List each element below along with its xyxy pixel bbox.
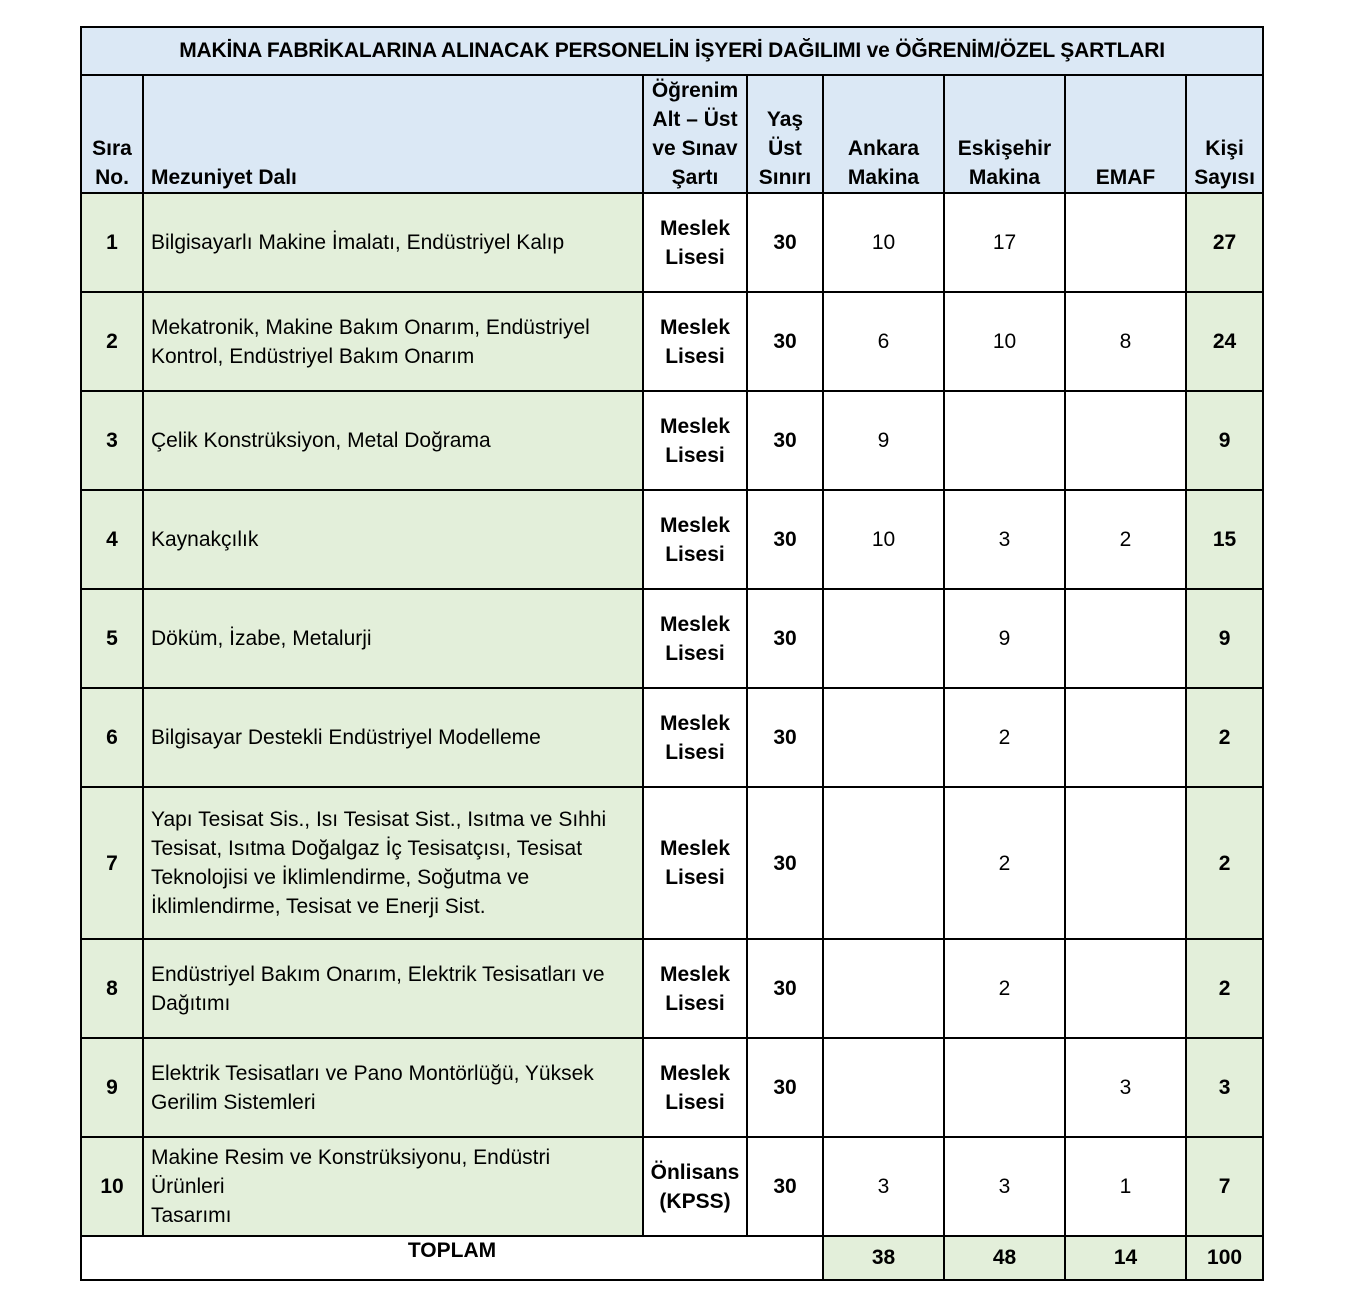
age-limit: 30	[747, 391, 823, 490]
cell-line: Meslek	[659, 612, 731, 636]
row-number: 9	[81, 1038, 143, 1137]
cell-line: Lisesi	[665, 1090, 725, 1114]
emaf-count	[1065, 391, 1186, 490]
person-count: 27	[1186, 193, 1263, 292]
graduation-field	[143, 787, 643, 939]
cell-line: Mekatronik, Makine Bakım Onarım, Endüstriyel	[151, 315, 590, 339]
cell-line: Meslek	[659, 513, 731, 537]
education-requirement	[643, 1137, 747, 1236]
cell-line: Lisesi	[665, 641, 725, 665]
graduation-field	[143, 1038, 643, 1137]
person-count: 9	[1186, 589, 1263, 688]
header-row	[81, 75, 1263, 193]
cell-line: (KPSS)	[659, 1189, 731, 1213]
graduation-field	[143, 292, 643, 391]
cell-line: Kaynakçılık	[151, 528, 259, 551]
header-total: Kişi Sayısı	[1186, 75, 1263, 193]
emaf-count	[1065, 939, 1186, 1038]
row-number: 8	[81, 939, 143, 1038]
education-requirement	[643, 1038, 747, 1137]
ankara-count: 10	[823, 193, 944, 292]
education-requirement	[643, 391, 747, 490]
cell-line: Dağıtımı	[151, 991, 231, 1015]
cell-line: Makine Resim ve Konstrüksiyonu, Endüstri Ürünleri	[151, 1146, 551, 1198]
total-emaf: 14	[1065, 1236, 1186, 1280]
graduation-field	[143, 490, 643, 589]
cell-line: İklimlendirme, Tesisat ve Enerji Sist.	[151, 895, 486, 918]
person-count: 3	[1186, 1038, 1263, 1137]
personnel-table	[80, 26, 1264, 1281]
row-number: 1	[81, 193, 143, 292]
age-limit: 30	[747, 292, 823, 391]
table-row	[81, 391, 1263, 490]
eskisehir-count	[944, 1038, 1065, 1137]
header-age: Yaş Üst Sınırı	[747, 75, 823, 193]
person-count: 2	[1186, 688, 1263, 787]
ankara-count	[823, 939, 944, 1038]
eskisehir-count: 2	[944, 939, 1065, 1038]
header-eskisehir: Eskişehir Makina	[944, 75, 1065, 193]
cell-line: Meslek	[659, 837, 731, 860]
education-requirement	[643, 688, 747, 787]
ankara-count	[823, 589, 944, 688]
table-row	[81, 292, 1263, 391]
graduation-field	[143, 1137, 643, 1236]
ankara-count: 3	[823, 1137, 944, 1236]
cell-line: Lisesi	[665, 344, 725, 368]
person-count: 2	[1186, 787, 1263, 939]
table-row	[81, 490, 1263, 589]
eskisehir-count	[944, 391, 1065, 490]
cell-line: Çelik Konstrüksiyon, Metal Doğrama	[151, 429, 491, 452]
education-requirement	[643, 292, 747, 391]
eskisehir-count: 9	[944, 589, 1065, 688]
age-limit: 30	[747, 589, 823, 688]
row-number: 6	[81, 688, 143, 787]
emaf-count: 2	[1065, 490, 1186, 589]
age-limit: 30	[747, 1137, 823, 1236]
person-count: 24	[1186, 292, 1263, 391]
cell-line: Lisesi	[665, 245, 725, 269]
person-count: 7	[1186, 1137, 1263, 1236]
ankara-count: 10	[823, 490, 944, 589]
row-number: 5	[81, 589, 143, 688]
totals-row	[81, 1236, 1263, 1280]
row-number: 7	[81, 787, 143, 939]
cell-line: Tasarımı	[151, 1204, 232, 1227]
education-requirement	[643, 193, 747, 292]
eskisehir-count: 17	[944, 193, 1065, 292]
emaf-count	[1065, 589, 1186, 688]
emaf-count	[1065, 787, 1186, 939]
education-requirement	[643, 939, 747, 1038]
header-no: Sıra No.	[81, 75, 143, 193]
cell-line: Meslek	[659, 315, 731, 339]
emaf-count	[1065, 193, 1186, 292]
ankara-count	[823, 1038, 944, 1137]
row-number: 2	[81, 292, 143, 391]
total-eskisehir: 48	[944, 1236, 1065, 1280]
eskisehir-count: 3	[944, 1137, 1065, 1236]
eskisehir-count: 2	[944, 688, 1065, 787]
cell-line: Önlisans	[650, 1160, 740, 1184]
table-row	[81, 1038, 1263, 1137]
age-limit: 30	[747, 490, 823, 589]
header-emaf: EMAF	[1065, 75, 1186, 193]
cell-line: Lisesi	[665, 542, 725, 566]
table-row	[81, 688, 1263, 787]
cell-line: Tesisat, Isıtma Doğalgaz İç Tesisatçısı, Tesisat	[151, 837, 583, 860]
cell-line: Meslek	[659, 216, 731, 240]
eskisehir-count: 2	[944, 787, 1065, 939]
table-title: MAKİNA FABRİKALARINA ALINACAK PERSONELİN İŞYERİ DAĞILIMI ve ÖĞRENİM/ÖZEL ŞARTLARI	[81, 27, 1263, 75]
emaf-count: 3	[1065, 1038, 1186, 1137]
age-limit: 30	[747, 787, 823, 939]
age-limit: 30	[747, 1038, 823, 1137]
row-number: 3	[81, 391, 143, 490]
education-requirement	[643, 787, 747, 939]
cell-line: Endüstriyel Bakım Onarım, Elektrik Tesisatları ve	[151, 962, 605, 986]
table-row	[81, 589, 1263, 688]
header-ankara: Ankara Makina	[823, 75, 944, 193]
cell-line: Gerilim Sistemleri	[151, 1090, 316, 1114]
total-ankara: 38	[823, 1236, 944, 1280]
table-row	[81, 787, 1263, 939]
cell-line: Meslek	[659, 962, 731, 986]
person-count: 9	[1186, 391, 1263, 490]
ankara-count	[823, 688, 944, 787]
graduation-field	[143, 589, 643, 688]
emaf-count	[1065, 688, 1186, 787]
graduation-field	[143, 688, 643, 787]
cell-line: Teknolojisi ve İklimlendirme, Soğutma ve	[151, 866, 530, 889]
cell-line: Lisesi	[665, 866, 725, 889]
cell-line: Kontrol, Endüstriyel Bakım Onarım	[151, 344, 475, 368]
cell-line: Bilgisayarlı Makine İmalatı, Endüstriyel Kalıp	[151, 231, 565, 254]
cell-line: Döküm, İzabe, Metalurji	[151, 627, 372, 650]
totals-label: TOPLAM	[81, 1236, 823, 1280]
graduation-field	[143, 939, 643, 1038]
total-persons: 100	[1186, 1236, 1263, 1280]
table-row	[81, 939, 1263, 1038]
header-education: Öğrenim Alt – Üst ve Sınav Şartı	[643, 75, 747, 193]
table-row	[81, 193, 1263, 292]
education-requirement	[643, 589, 747, 688]
emaf-count: 1	[1065, 1137, 1186, 1236]
ankara-count: 9	[823, 391, 944, 490]
ankara-count: 6	[823, 292, 944, 391]
row-number: 4	[81, 490, 143, 589]
graduation-field	[143, 193, 643, 292]
age-limit: 30	[747, 688, 823, 787]
age-limit: 30	[747, 193, 823, 292]
age-limit: 30	[747, 939, 823, 1038]
cell-line: Bilgisayar Destekli Endüstriyel Modelleme	[151, 726, 541, 749]
row-number: 10	[81, 1137, 143, 1236]
cell-line: Meslek	[659, 1061, 731, 1085]
header-field: Mezuniyet Dalı	[143, 75, 643, 193]
eskisehir-count: 10	[944, 292, 1065, 391]
ankara-count	[823, 787, 944, 939]
cell-line: Lisesi	[665, 740, 725, 764]
cell-line: Meslek	[659, 414, 731, 438]
cell-line: Lisesi	[665, 991, 725, 1015]
cell-line: Yapı Tesisat Sis., Isı Tesisat Sist., Isıtma ve Sıhhi	[151, 808, 607, 831]
emaf-count: 8	[1065, 292, 1186, 391]
person-count: 15	[1186, 490, 1263, 589]
education-requirement	[643, 490, 747, 589]
table-row	[81, 1137, 1263, 1236]
cell-line: Lisesi	[665, 443, 725, 467]
person-count: 2	[1186, 939, 1263, 1038]
cell-line: Elektrik Tesisatları ve Pano Montörlüğü, Yüksek	[151, 1061, 594, 1085]
eskisehir-count: 3	[944, 490, 1065, 589]
graduation-field	[143, 391, 643, 490]
cell-line: Meslek	[659, 711, 731, 735]
